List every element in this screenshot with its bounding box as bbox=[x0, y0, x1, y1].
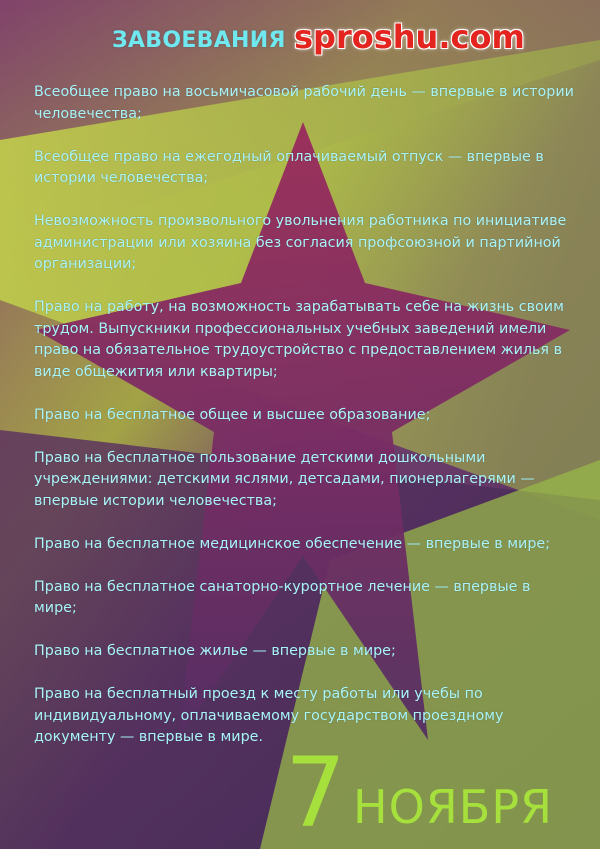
list-item: Право на бесплатное медицинское обеспечение — впервые в мире; bbox=[34, 535, 551, 552]
date-month: НОЯБРЯ bbox=[353, 780, 554, 834]
date-number: 7 bbox=[285, 737, 347, 849]
list-item: Право на бесплатное жилье — впервые в мире; bbox=[34, 643, 396, 659]
list-item: Всеобщее право на восьмичасовой рабочий день — впервые в истории человечества; bbox=[34, 84, 574, 122]
watermark: sproshu.com bbox=[294, 18, 525, 56]
list-item: Право на бесплатное общее и высшее образование; bbox=[34, 406, 431, 423]
list-item: Право на бесплатный проезд к месту работы или учебы по индивидуальному, оплачиваемому государством проездному документу — впервые в мире. bbox=[34, 686, 504, 745]
rights-list bbox=[34, 82, 574, 770]
list-item: Невозможность произвольного увольнения работника по инициативе администрации или хозяина без согласия профсоюзной и партийной организации; bbox=[34, 213, 567, 272]
list-item: Право на бесплатное пользование детскими дошкольными учреждениями: детскими яслями, детсадами, пионерлагерями — впервые истории человечества; bbox=[34, 449, 535, 509]
page-title: ЗАВОЕВАНИЯ bbox=[112, 28, 286, 53]
list-item: Право на бесплатное санаторно-курортное лечение — впервые в мире; bbox=[34, 578, 531, 616]
list-item: Всеобщее право на ежегодный оплачиваемый отпуск — впервые в истории человечества; bbox=[34, 148, 544, 186]
list-item: Право на работу, на возможность зарабатывать себе на жизнь своим трудом. Выпускники профессиональных учебных заведений имели право на обязательное трудоустройство с предоставлением жилья в виде общежития или квартиры; bbox=[34, 299, 564, 380]
